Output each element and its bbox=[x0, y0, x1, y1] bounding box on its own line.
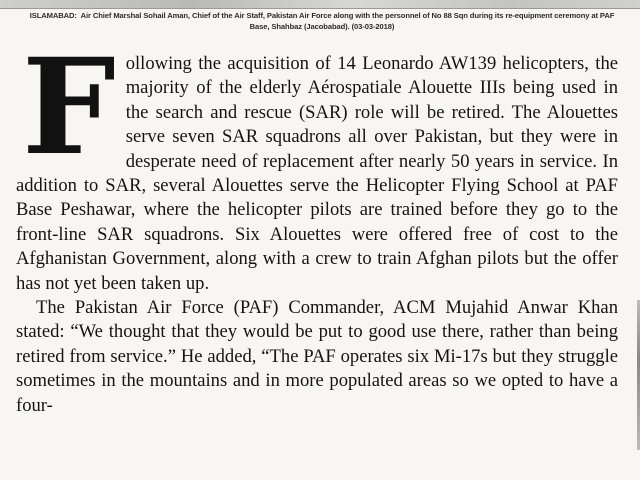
photo-caption bbox=[22, 11, 622, 32]
caption-text: Air Chief Marshal Sohail Aman, Chief of the Air Staff, Pakistan Air Force along with the personnel of No 88 Sqn during its re-equipment ceremony at PAF Base, Shahbaz (Jacobabad). (03-03-2018) bbox=[80, 11, 615, 31]
article-paragraph-2 bbox=[16, 296, 618, 418]
article-body bbox=[16, 30, 618, 418]
paragraph-2-text: The Pakistan Air Force (PAF) Commander, ACM Mujahid Anwar Khan stated: “We thought that they would be put to good use there, rather than being retired from service.” He added, “The PAF operates six Mi-17s but they struggle sometimes in the mountains and in more populated areas so we opted to have a four- bbox=[16, 297, 618, 416]
drop-cap-letter: F bbox=[22, 30, 116, 185]
photo-bottom-edge bbox=[0, 0, 640, 9]
paragraph-1-text: ollowing the acquisition of 14 Leonardo AW139 helicopters, the majority of the elderly Aérospatiale Alouette IIIs being used in the search and rescue (SAR) role will be retired. The Alouettes serve seven SAR squadrons all over Pakistan, but they were in desperate need of replacement after nearly 50 years in service. In addition to SAR, several Alouettes serve the Helicopter Flying School at PAF Base Peshawar, where the helicopter pilots are trained before they go to the front-line SAR squadrons. Six Alouettes were offered free of cost to the Afghanistan Government, along with a crew to train Afghan pilots but the offer has not yet been taken up. bbox=[16, 53, 618, 294]
caption-dateline: ISLAMABAD: bbox=[29, 11, 77, 20]
article-paragraph-1 bbox=[16, 30, 618, 296]
